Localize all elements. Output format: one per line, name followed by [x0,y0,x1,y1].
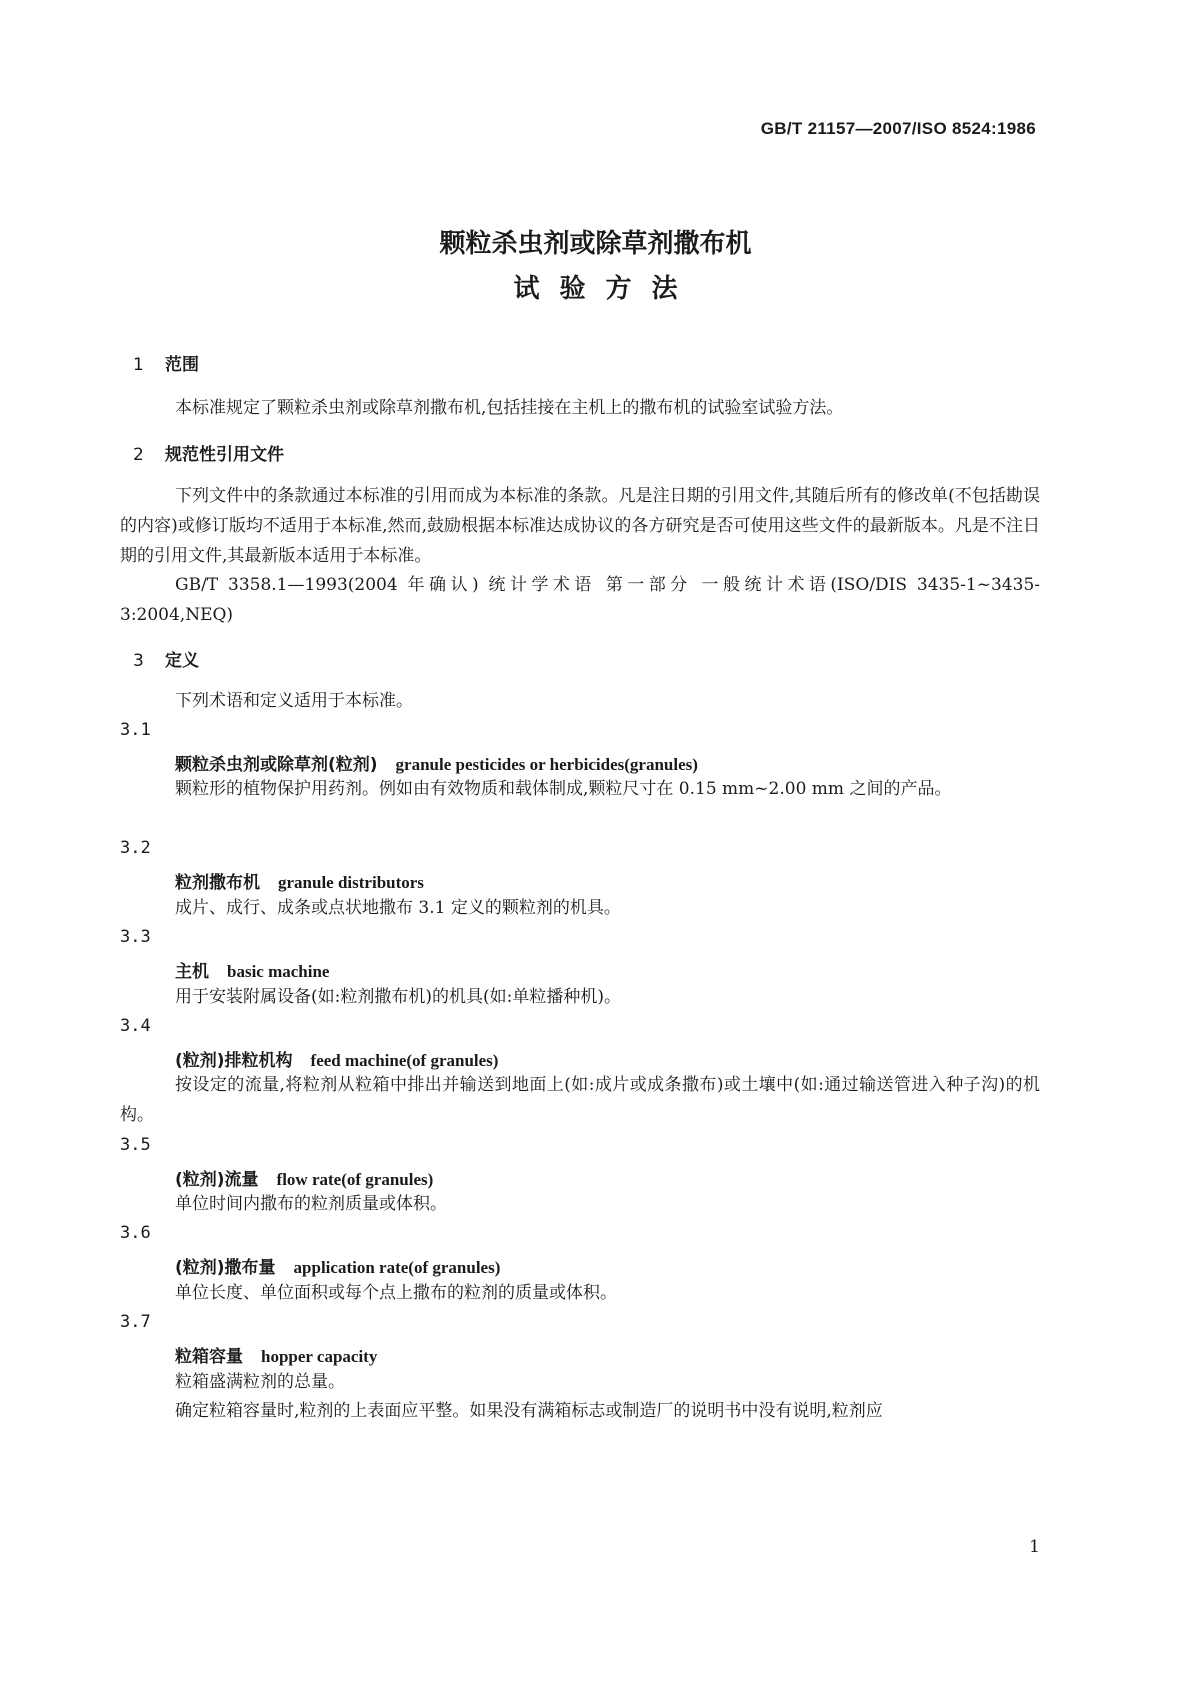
term-definition: 颗粒形的植物保护用药剂。例如由有效物质和载体制成,颗粒尺寸在 0.15 mm~2.00 mm 之间的产品。 [175,779,952,799]
section-number: 1 [133,355,144,375]
term-en: application rate(of granules) [293,1258,501,1277]
clause-number: 3.4 [120,1016,151,1036]
term-heading [175,1046,498,1071]
normative-references-paragraph: 下列文件中的条款通过本标准的引用而成为本标准的条款。凡是注日期的引用文件,其随后所有的修改单(不包括勘误的内容)或修订版均不适用于本标准,然而,鼓励根据本标准达成协议的各方研究是否可使用这些文件的最新版本。凡是不注日期的引用文件,其最新版本适用于本标准。 [120,486,1040,566]
term-note: 确定粒箱容量时,粒剂的上表面应平整。如果没有满箱标志或制造厂的说明书中没有说明,粒剂应 [175,1401,883,1421]
document-title-line-2: 试验方法 [513,274,698,304]
term-en: granule distributors [278,873,424,892]
term-zh: 粒箱容量 [175,1347,243,1367]
term-en: hopper capacity [261,1347,378,1366]
term-zh: 主机 [175,962,209,982]
clause-number: 3.5 [120,1135,151,1155]
clause-number: 3.6 [120,1223,151,1243]
section-title: 规范性引用文件 [165,445,284,465]
term-heading [175,957,329,982]
section-title: 定义 [165,651,199,671]
term-definition: 粒箱盛满粒剂的总量。 [175,1372,345,1392]
term-heading [175,1342,377,1367]
scope-paragraph: 本标准规定了颗粒杀虫剂或除草剂撒布机,包括挂接在主机上的撒布机的试验室试验方法。 [175,398,844,418]
term-definition: 单位长度、单位面积或每个点上撒布的粒剂的质量或体积。 [175,1283,617,1303]
term-en: flow rate(of granules) [276,1170,434,1189]
term-heading [175,1253,500,1278]
term-definition: 成片、成行、成条或点状地撒布 3.1 定义的颗粒剂的机具。 [175,898,621,918]
term-zh: (粒剂)流量 [175,1170,259,1190]
term-zh: (粒剂)排粒机构 [175,1051,293,1071]
section-number: 3 [133,651,144,671]
page-number: 1 [1029,1537,1040,1557]
section-heading-scope [133,350,199,375]
reference-entry: GB/T 3358.1—1993(2004 年确认) 统计学术语 第一部分 一般统计术语(ISO/DIS 3435-1~3435-3:2004,NEQ) [120,575,1040,625]
term-en: basic machine [227,962,330,981]
clause-number: 3.1 [120,720,151,740]
term-en: granule pesticides or herbicides(granules) [395,755,698,774]
document-title-line-1: 颗粒杀虫剂或除草剂撒布机 [439,229,752,259]
term-definition: 用于安装附属设备(如:粒剂撒布机)的机具(如:单粒播种机)。 [175,987,621,1007]
clause-number: 3.3 [120,927,151,947]
term-heading [175,1165,433,1190]
term-zh: 颗粒杀虫剂或除草剂(粒剂) [175,755,378,775]
definitions-intro: 下列术语和定义适用于本标准。 [175,691,413,711]
section-number: 2 [133,445,144,465]
standard-code: GB/T 21157—2007/ISO 8524:1986 [760,119,1036,138]
term-heading [175,868,424,893]
term-definition: 按设定的流量,将粒剂从粒箱中排出并输送到地面上(如:成片或成条撒布)或土壤中(如:通过输送管进入种子沟)的机构。 [120,1075,1040,1125]
term-en: feed machine(of granules) [310,1051,499,1070]
clause-number: 3.7 [120,1312,151,1332]
term-zh: (粒剂)撒布量 [175,1258,276,1278]
section-heading-definitions [133,646,199,671]
section-heading-normative-references [133,440,284,465]
section-title: 范围 [165,355,199,375]
term-zh: 粒剂撒布机 [175,873,260,893]
term-definition: 单位时间内撒布的粒剂质量或体积。 [175,1194,447,1214]
clause-number: 3.2 [120,838,151,858]
term-heading [175,750,698,775]
